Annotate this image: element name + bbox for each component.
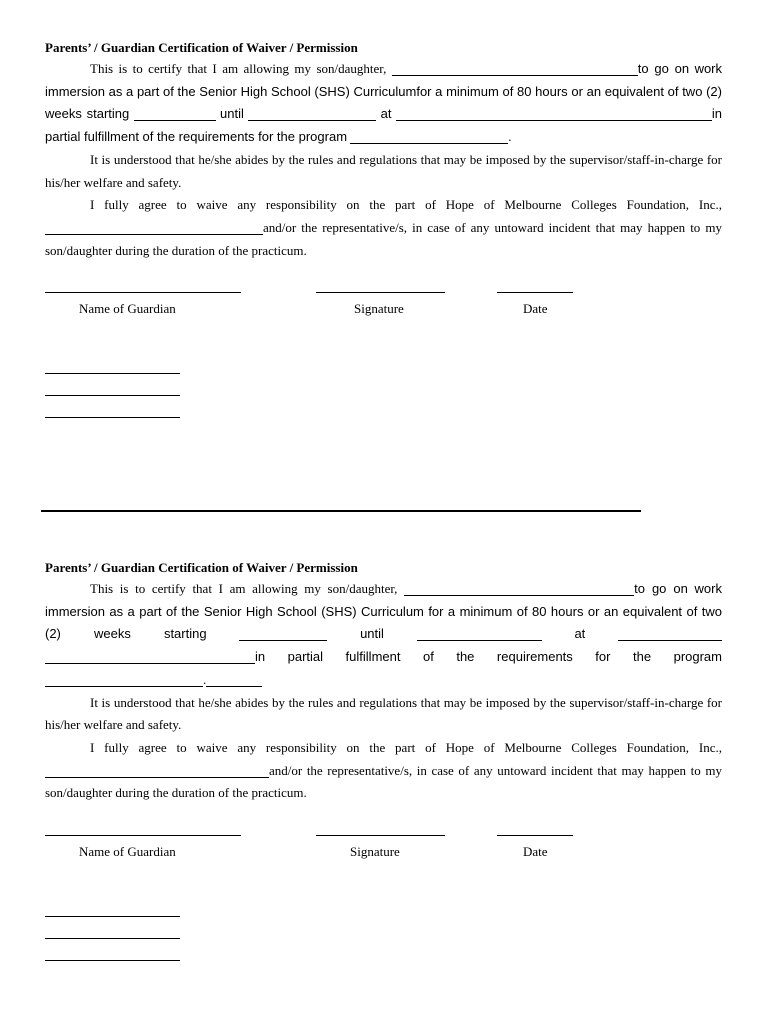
start-date-field[interactable] bbox=[134, 106, 216, 121]
waiver-text-1: I fully agree to waive any responsibility on the part of Hope of Melbourne Colleges Foundation, Inc., bbox=[90, 197, 722, 213]
form-title: Parents’ / Guardian Certification of Waiver / Permission bbox=[45, 40, 358, 55]
company-field-continued[interactable] bbox=[45, 649, 255, 664]
waiver-text-2: and/or the representative/s, in case of any untoward incident that may happen to my son/daughter during the duration of the practicum. bbox=[45, 219, 722, 258]
rules-paragraph: It is understood that he/she abides by the rules and regulations that may be imposed by the supervisor/staff-in-charge for his/her welfare and safety. bbox=[45, 151, 722, 190]
section-divider bbox=[41, 510, 641, 512]
end-date-field[interactable] bbox=[417, 626, 542, 641]
program-text: in partial fulfillment of the requirements for the program bbox=[45, 106, 723, 145]
permission-paragraph bbox=[45, 58, 722, 149]
until-text: until bbox=[220, 106, 244, 122]
waiver-form-1 bbox=[45, 39, 722, 453]
company-field[interactable] bbox=[618, 626, 722, 641]
program-field-tail bbox=[206, 672, 262, 687]
guardian-name-line[interactable] bbox=[45, 835, 241, 836]
waiver-paragraph bbox=[45, 194, 722, 262]
extra-lines bbox=[45, 916, 722, 996]
waiver-text-1: I fully agree to waive any responsibility on the part of Hope of Melbourne Colleges Foundation, Inc., bbox=[90, 739, 722, 755]
date-label: Date bbox=[523, 301, 548, 317]
waiver-paragraph bbox=[45, 737, 722, 805]
end-date-field[interactable] bbox=[248, 106, 376, 121]
guardian-name-label: Name of Guardian bbox=[79, 844, 176, 860]
program-text: in partial fulfillment of the requirements for the program bbox=[255, 649, 722, 665]
extra-line[interactable] bbox=[45, 960, 180, 961]
permission-paragraph bbox=[45, 578, 722, 692]
period: . bbox=[508, 129, 512, 145]
permission-text-2: to go on bbox=[637, 61, 690, 76]
signature-row bbox=[45, 825, 722, 885]
permission-text-3: work immersion as a part of the Senior High School (SHS) Curriculum for a minimum of 80 hours or an equivalent of two (2) weeks starting bbox=[45, 581, 722, 642]
student-name-field[interactable] bbox=[392, 61, 638, 76]
guardian-name-line[interactable] bbox=[45, 292, 241, 293]
date-line[interactable] bbox=[497, 835, 573, 836]
waiver-form-2 bbox=[45, 559, 722, 996]
signature-line[interactable] bbox=[316, 292, 445, 293]
signature-row bbox=[45, 282, 722, 342]
company-field[interactable] bbox=[396, 106, 712, 121]
guardian-name-label: Name of Guardian bbox=[79, 301, 176, 317]
extra-line[interactable] bbox=[45, 916, 180, 917]
permission-text-3: work immersion as a part of the Senior High School (SHS) Curriculum bbox=[45, 61, 723, 99]
extra-line[interactable] bbox=[45, 417, 180, 418]
program-field[interactable] bbox=[350, 129, 508, 144]
student-name-field[interactable] bbox=[404, 581, 634, 596]
extra-lines bbox=[45, 373, 722, 453]
representative-field[interactable] bbox=[45, 220, 263, 235]
permission-text-1: This is to certify that I am allowing my son/daughter, bbox=[90, 581, 398, 596]
signature-label: Signature bbox=[350, 844, 400, 860]
start-date-field[interactable] bbox=[239, 626, 327, 641]
extra-line[interactable] bbox=[45, 938, 180, 939]
date-label: Date bbox=[523, 844, 548, 860]
date-line[interactable] bbox=[497, 292, 573, 293]
extra-line[interactable] bbox=[45, 373, 180, 374]
permission-text-2: to go on bbox=[634, 581, 688, 596]
until-text: until bbox=[360, 626, 384, 642]
waiver-text-2: and/or the representative/s, in case of any untoward incident that may happen to my son/daughter during the duration of the practicum. bbox=[45, 762, 722, 801]
form-title: Parents’ / Guardian Certification of Waiver / Permission bbox=[45, 560, 358, 575]
permission-text-1: This is to certify that I am allowing my son/daughter, bbox=[90, 61, 387, 76]
permission-text-4: for a minimum of 80 hours or an equivalent of two (2) weeks starting bbox=[45, 83, 722, 122]
period: . bbox=[203, 671, 207, 687]
at-text: at bbox=[380, 106, 392, 122]
representative-field[interactable] bbox=[45, 763, 269, 778]
extra-line[interactable] bbox=[45, 395, 180, 396]
signature-label: Signature bbox=[354, 301, 404, 317]
at-text: at bbox=[574, 626, 586, 642]
signature-line[interactable] bbox=[316, 835, 445, 836]
program-field[interactable] bbox=[45, 672, 203, 687]
rules-paragraph: It is understood that he/she abides by the rules and regulations that may be imposed by the supervisor/staff-in-charge for his/her welfare and safety. bbox=[45, 694, 722, 733]
